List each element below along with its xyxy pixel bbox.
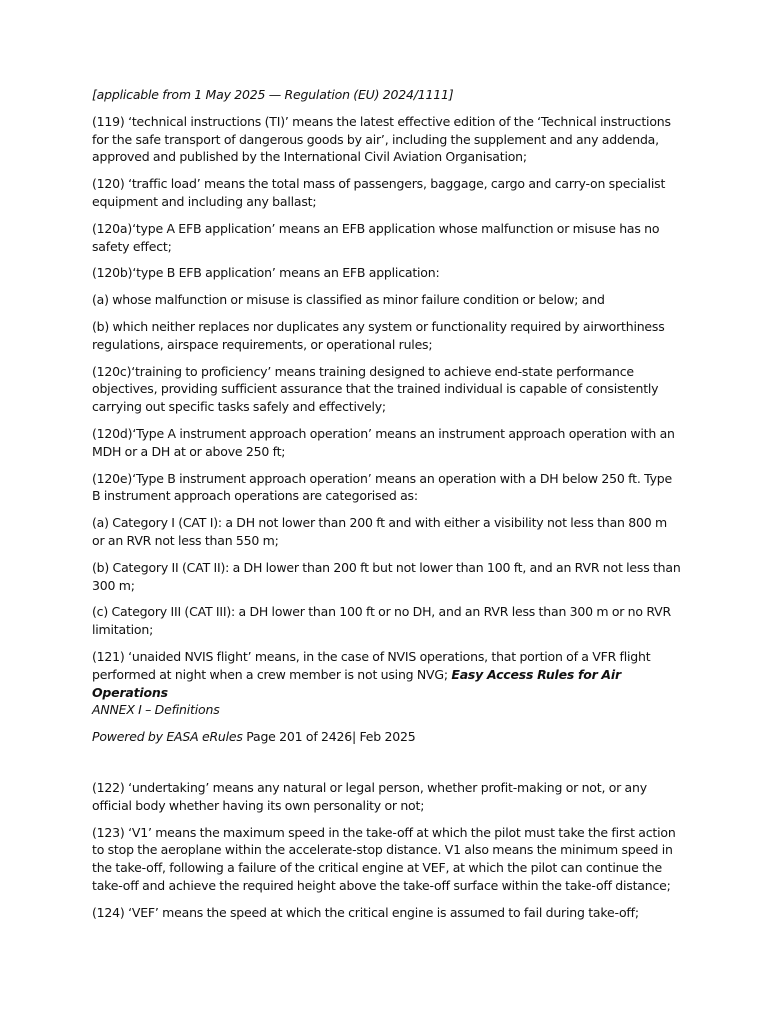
- definition-120a: (120a)‘type A EFB application’ means an EFB application whose malfunction or misuse has no safety effect;: [92, 220, 660, 254]
- page-break-gap: [92, 755, 682, 779]
- page-footer: [92, 728, 682, 746]
- definition-120e-b: (b) Category II (CAT II): a DH lower than 200 ft but not lower than 100 ft, and an RVR not less than 300 m;: [92, 559, 681, 593]
- definition-120c: (120c)‘training to proficiency’ means training designed to achieve end-state performance objectives, providing sufficient assurance that the trained individual is capable of consistently carrying out specific tasks safely and effectively;: [92, 363, 659, 415]
- definition-119: (119) ‘technical instructions (TI)’ means the latest effective edition of the ‘Technical instructions for the safe transport of dangerous goods by air’, including the supplement and any addenda, approved and published by the International Civil Aviation Organisation;: [92, 113, 671, 165]
- definition-120b: (120b)‘type B EFB application’ means an EFB application:: [92, 265, 440, 281]
- running-title: Easy Access Rules for Air Operations: [92, 666, 621, 700]
- definition-124: (124) ‘VEF’ means the speed at which the critical engine is assumed to fail during take-off;: [92, 904, 639, 920]
- definition-120e-a: (a) Category I (CAT I): a DH not lower than 200 ft and with either a visibility not less than 800 m or an RVR not less than 550 m;: [92, 515, 667, 548]
- definition-121: [92, 648, 682, 719]
- definition-120d: (120d)‘Type A instrument approach operation’ means an instrument approach operation with an MDH or a DH at or above 250 ft;: [92, 425, 675, 459]
- annex-line: ANNEX I – Definitions: [92, 702, 220, 718]
- footer-powered-by: Powered by EASA eRules: [92, 729, 243, 745]
- definition-120b-a: (a) whose malfunction or misuse is classified as minor failure condition or below; and: [92, 292, 605, 308]
- footer-page-number: Page 201 of 2426| Feb 2025: [242, 729, 416, 745]
- definition-122: (122) ‘undertaking’ means any natural or legal person, whether profit-making or not, or any official body whether having its own personality or not;: [92, 779, 647, 813]
- definition-120: (120) ‘traffic load’ means the total mass of passengers, baggage, cargo and carry-on specialist equipment and including any ballast;: [92, 176, 666, 209]
- definition-120e-c: (c) Category III (CAT III): a DH lower than 100 ft or no DH, and an RVR less than 300 m or no RVR limitation;: [92, 604, 671, 638]
- definition-120b-b: (b) which neither replaces nor duplicates any system or functionality required by airworthiness regulations, airspace requirements, or operational rules;: [92, 318, 665, 352]
- definition-123: (123) ‘V1’ means the maximum speed in the take-off at which the pilot must take the first action to stop the aeroplane within the accelerate-stop distance. V1 also means the minimum speed in the take-off, following a failure of the critical engine at VEF, at which the pilot can continue the take-off and achieve the required height above the take-off surface within the take-off distance;: [92, 824, 676, 893]
- definition-121-text: (121) ‘unaided NVIS flight’ means, in the case of NVIS operations, that portion of a VFR flight performed at night when a crew member is not using NVG;: [92, 648, 651, 682]
- applicability-note: [applicable from 1 May 2025 — Regulation (EU) 2024/1111]: [92, 87, 454, 102]
- document-page: [92, 86, 682, 930]
- definition-120e: (120e)‘Type B instrument approach operation’ means an operation with a DH below 250 ft. Type B instrument approach operations are categorised as:: [92, 470, 672, 504]
